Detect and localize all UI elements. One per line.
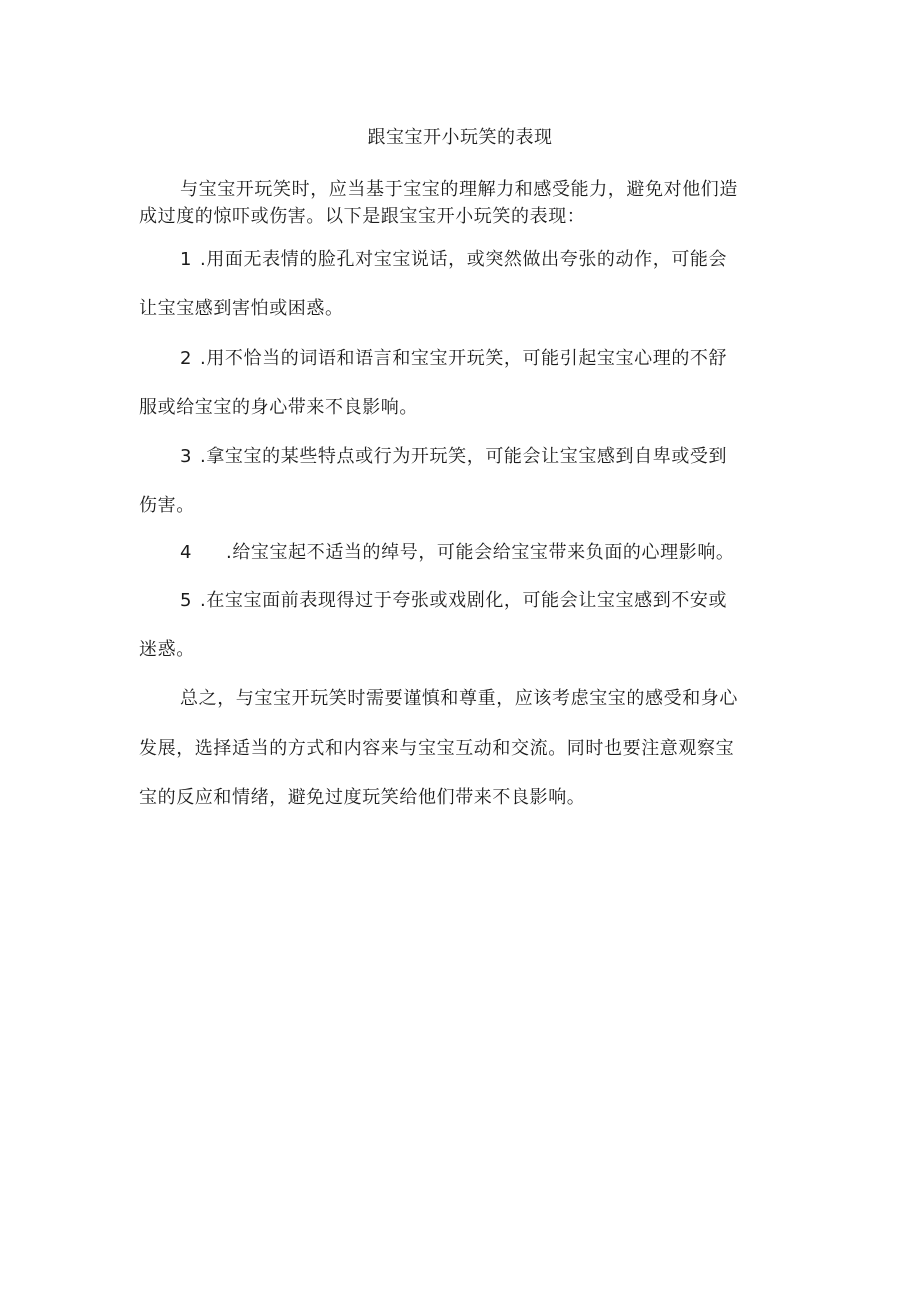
conclusion-line-2: 发展，选择适当的方式和内容来与宝宝互动和交流。同时也要注意观察宝 [139,738,735,759]
item-1-text: .用面无表情的脸孔对宝宝说话，或突然做出夸张的动作，可能会 [200,249,728,270]
conclusion-line-3: 宝的反应和情绪，避免过度玩笑给他们带来不良影响。 [139,787,586,808]
item-3-line-2: 伤害。 [139,495,195,516]
item-1-number: 1 [180,249,193,270]
item-3-text: .拿宝宝的某些特点或行为开玩笑，可能会让宝宝感到自卑或受到 [200,446,728,467]
item-5-number: 5 [180,590,193,611]
item-1-line-2: 让宝宝感到害怕或困惑。 [139,298,344,319]
item-2-line-1 [180,345,727,373]
item-5-line-2: 迷惑。 [139,639,195,660]
intro-line-2: 成过度的惊吓或伤害。以下是跟宝宝开小玩笑的表现： [139,206,586,227]
conclusion-line-1: 总之，与宝宝开玩笑时需要谨慎和尊重，应该考虑宝宝的感受和身心 [180,688,738,709]
document-title: 跟宝宝开小玩笑的表现 [367,127,553,148]
intro-line-1: 与宝宝开玩笑时，应当基于宝宝的理解力和感受能力，避免对他们造 [180,179,738,200]
item-5-line-1 [180,587,727,615]
item-2-line-2: 服或给宝宝的身心带来不良影响。 [139,397,418,418]
item-4-line-1 [180,539,735,567]
item-5-text: .在宝宝面前表现得过于夸张或戏剧化，可能会让宝宝感到不安或 [200,590,728,611]
item-2-text: .用不恰当的词语和语言和宝宝开玩笑，可能引起宝宝心理的不舒 [200,348,728,369]
item-3-number: 3 [180,446,193,467]
item-1-line-1 [180,246,727,274]
item-3-line-1 [180,443,727,471]
item-4-text: .给宝宝起不适当的绰号，可能会给宝宝带来负面的心理影响。 [226,542,735,563]
item-2-number: 2 [180,348,193,369]
item-4-number: 4 [180,542,193,563]
